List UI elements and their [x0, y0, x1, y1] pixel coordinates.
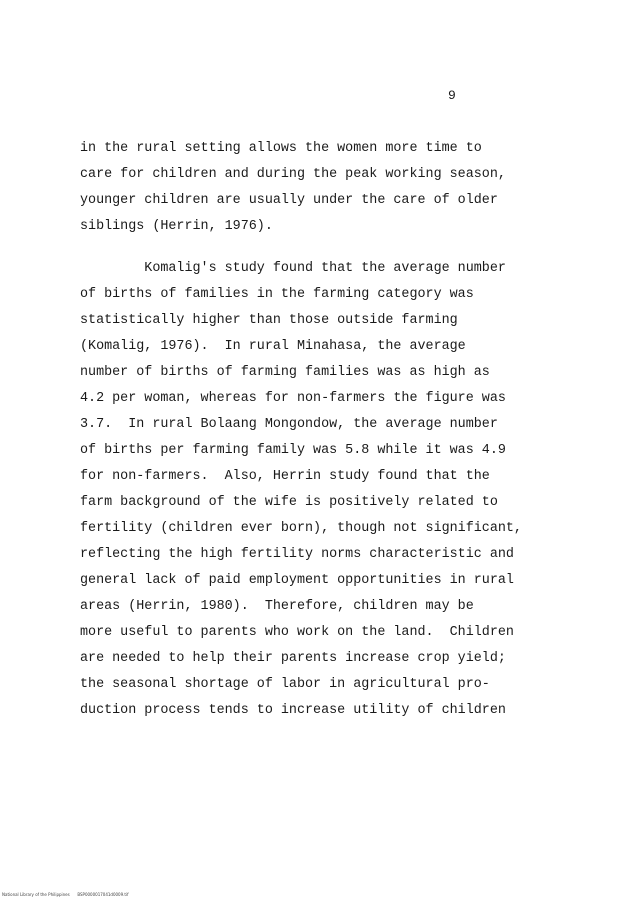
text-line: are needed to help their parents increase crop yield; [80, 651, 506, 666]
scan-footer-label: National Library of the Philippines BSP0000017041d0009.tif [2, 892, 129, 897]
text-line: duction process tends to increase utility of children [80, 703, 506, 718]
text-line: 3.7. In rural Bolaang Mongondow, the average number [80, 417, 498, 432]
text-line: (Komalig, 1976). In rural Minahasa, the average [80, 339, 466, 354]
text-line: for non-farmers. Also, Herrin study found that the [80, 469, 490, 484]
text-line: more useful to parents who work on the land. Children [80, 625, 514, 640]
text-line: care for children and during the peak working season, [80, 167, 506, 182]
text-line: the seasonal shortage of labor in agricultural pro- [80, 677, 490, 692]
text-line: reflecting the high fertility norms characteristic and [80, 547, 514, 562]
text-line: of births per farming family was 5.8 while it was 4.9 [80, 443, 506, 458]
text-line: in the rural setting allows the women more time to [80, 141, 482, 156]
text-line: fertility (children ever born), though not significant, [80, 521, 522, 536]
text-line: areas (Herrin, 1980). Therefore, children may be [80, 599, 474, 614]
text-line: number of births of farming families was as high as [80, 365, 490, 380]
paragraph-1 [80, 136, 520, 240]
text-line: statistically higher than those outside farming [80, 313, 458, 328]
text-line: Komalig's study found that the average number [80, 261, 506, 276]
paragraph-2 [80, 256, 520, 724]
text-line: 4.2 per woman, whereas for non-farmers the figure was [80, 391, 506, 406]
text-line: of births of families in the farming category was [80, 287, 474, 302]
page-number: 9 [448, 88, 456, 103]
text-line: siblings (Herrin, 1976). [80, 219, 273, 234]
text-line: general lack of paid employment opportunities in rural [80, 573, 514, 588]
text-line: farm background of the wife is positively related to [80, 495, 498, 510]
text-line: younger children are usually under the care of older [80, 193, 498, 208]
